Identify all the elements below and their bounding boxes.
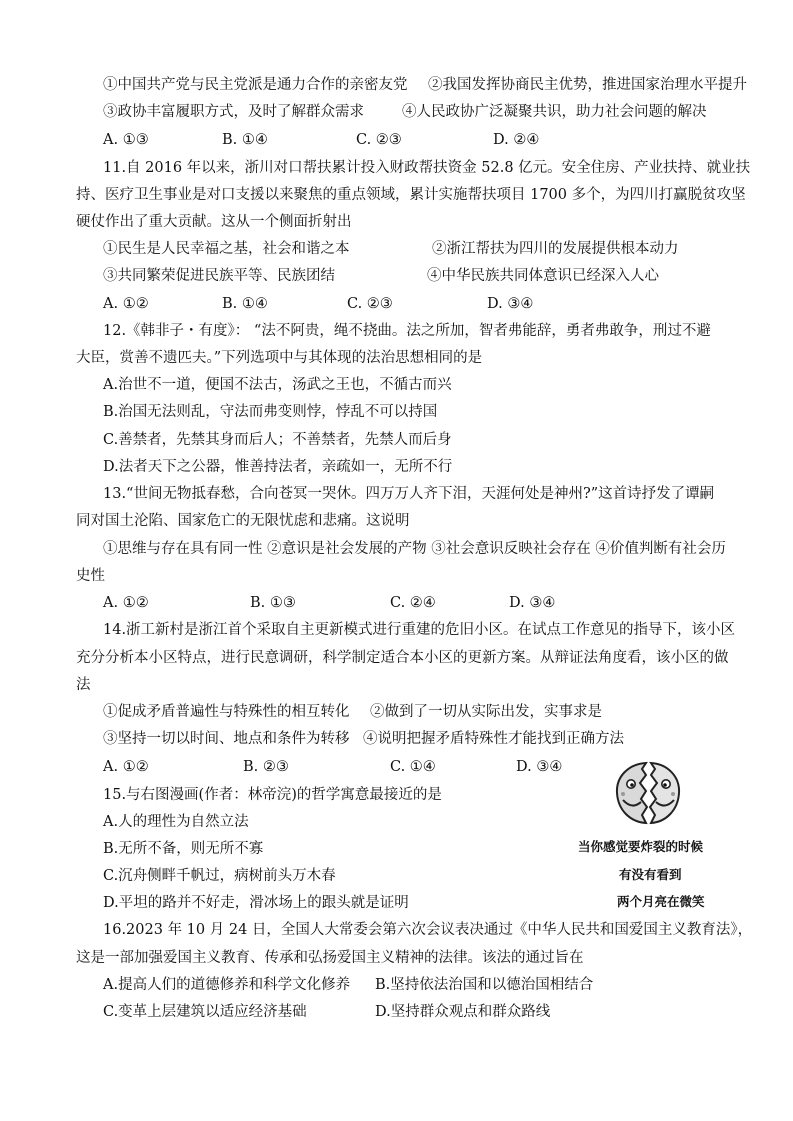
q16-option-b: B.坚持依法治国和以德治国相结合: [375, 977, 594, 993]
q11-statement-4: ④中华民族共同体意识已经深入人心: [427, 268, 659, 284]
q16-option-a: A.提高人们的道德修养和科学文化修养: [103, 977, 351, 993]
q13-option-b: B. ①③: [250, 595, 296, 611]
q13-statements-line-1: ①思维与存在具有同一性 ②意识是社会发展的产物 ③社会意识反映社会存在 ④价值判断有社会历: [103, 541, 726, 557]
q12-option-d: D.法者天下之公器，惟善持法者，亲疏如一，无所不行: [103, 459, 453, 475]
q12-option-b: B.治国无法则乱，守法而弗变则悖，悖乱不可以持国: [103, 404, 438, 420]
q11-statement-1: ①民生是人民幸福之基，社会和谐之本: [103, 241, 350, 257]
q11-stem-line-1: 11.自 2016 年以来，浙川对口帮扶累计投入财政帮扶资金 52.8 亿元。安全住房、产业扶持、就业扶: [103, 160, 751, 176]
q11-option-a: A. ①②: [103, 296, 149, 312]
q10-statement-1: ①中国共产党与民主党派是通力合作的亲密友党: [103, 77, 408, 93]
q10-option-c: C. ②③: [356, 132, 402, 148]
q14-statement-3: ③坚持一切以时间、地点和条件为转移: [103, 731, 350, 747]
q14-option-a: A. ①②: [103, 759, 149, 775]
cartoon-caption-line-3: 两个月亮在微笑: [617, 894, 705, 909]
q14-stem-line-3: 法: [76, 677, 91, 693]
q11-stem-line-3: 硬仗作出了重大贡献。这从一个侧面折射出: [76, 214, 352, 230]
q14-option-c: C. ①④: [390, 759, 436, 775]
q16-option-d: D.坚持群众观点和群众路线: [375, 1004, 551, 1020]
q15-option-d: D.平坦的路并不好走，滑冰场上的跟头就是证明: [103, 895, 409, 911]
q13-option-a: A. ①②: [103, 595, 149, 611]
q11-option-d: D. ③④: [487, 296, 534, 312]
q11-statement-2: ②浙江帮扶为四川的发展提供根本动力: [432, 241, 679, 257]
q12-option-c: C.善禁者，先禁其身而后人；不善禁者，先禁人而后身: [103, 432, 452, 448]
q13-option-c: C. ②④: [390, 595, 436, 611]
q11-statement-3: ③共同繁荣促进民族平等、民族团结: [103, 268, 335, 284]
q14-stem-line-2: 充分分析本小区特点，进行民意调研，科学制定适合本小区的更新方案。从辩证法角度看，该小区的做: [76, 650, 729, 666]
q11-option-b: B. ①④: [222, 296, 268, 312]
q13-stem-line-2: 同对国土沦陷、国家危亡的无限忧虑和悲痛。这说明: [76, 513, 410, 529]
q12-stem-line-2: 大臣，赏善不遗匹夫。”下列选项中与其体现的法治思想相同的是: [76, 350, 483, 366]
q14-option-d: D. ③④: [516, 759, 563, 775]
q12-option-a: A.治世不一道，便国不法古，汤武之王也，不循古而兴: [103, 377, 452, 393]
q11-option-c: C. ②③: [347, 296, 393, 312]
q15-option-a: A.人的理性为自然立法: [103, 814, 249, 830]
q13-statements-line-2: 史性: [76, 568, 105, 584]
cartoon-caption-line-2: 有没有看到: [619, 867, 682, 882]
right-half-moon: [650, 763, 679, 823]
q10-option-d: D. ②④: [493, 132, 540, 148]
q10-statement-2: ②我国发挥协商民主优势，推进国家治理水平提升: [428, 77, 747, 93]
q11-stem-line-2: 持、医疗卫生事业是对口支援以来聚焦的重点领域，累计实施帮扶项目 1700 多个，为四川打赢脱贫攻坚: [76, 187, 746, 203]
q14-stem-line-1: 14.浙工新村是浙江首个采取自主更新模式进行重建的危旧小区。在试点工作意见的指导下，该小区: [103, 622, 736, 638]
cartoon-caption-line-1: 当你感觉要炸裂的时候: [578, 839, 704, 854]
q14-statement-1: ①促成矛盾普遍性与特殊性的相互转化: [103, 704, 350, 720]
q16-option-c: C.变革上层建筑以适应经济基础: [103, 1004, 307, 1020]
q10-statement-4: ④人民政协广泛凝聚共识，助力社会问题的解决: [402, 104, 707, 120]
left-half-moon: [617, 763, 647, 823]
q15-stem: 15.与右图漫画(作者：林帝浣)的哲学寓意最接近的是: [103, 787, 442, 803]
q16-stem-line-2: 这是一部加强爱国主义教育、传承和弘扬爱国主义精神的法律。该法的通过旨在: [76, 950, 584, 966]
q14-option-b: B. ②③: [243, 759, 289, 775]
q13-stem-line-1: 13.“世间无物抵春愁，合向苍冥一哭休。四万万人齐下泪，天涯何处是神州?”这首诗抒发了谭嗣: [103, 486, 715, 502]
q14-statement-2: ②做到了一切从实际出发，实事求是: [370, 704, 602, 720]
q10-statement-3: ③政协丰富履职方式，及时了解群众需求: [103, 104, 364, 120]
cartoon-illustration: [612, 760, 684, 826]
q10-option-a: A. ①③: [103, 132, 149, 148]
q13-option-d: D. ③④: [509, 595, 556, 611]
q12-stem-line-1: 12.《韩非子・有度》： “法不阿贵，绳不挠曲。法之所加，智者弗能辞，勇者弗敢争，刑过不避: [103, 323, 711, 339]
q16-stem-line-1: 16.2023 年 10 月 24 日，全国人大常委会第六次会议表决通过《中华人民共和国爱国主义教育法》，: [103, 922, 753, 938]
q14-statement-4: ④说明把握矛盾特殊性才能找到正确方法: [363, 731, 624, 747]
q15-option-b: B.无所不备，则无所不寡: [103, 841, 264, 857]
q10-option-b: B. ①④: [222, 132, 268, 148]
q15-option-c: C.沉舟侧畔千帆过，病树前头万木春: [103, 868, 336, 884]
